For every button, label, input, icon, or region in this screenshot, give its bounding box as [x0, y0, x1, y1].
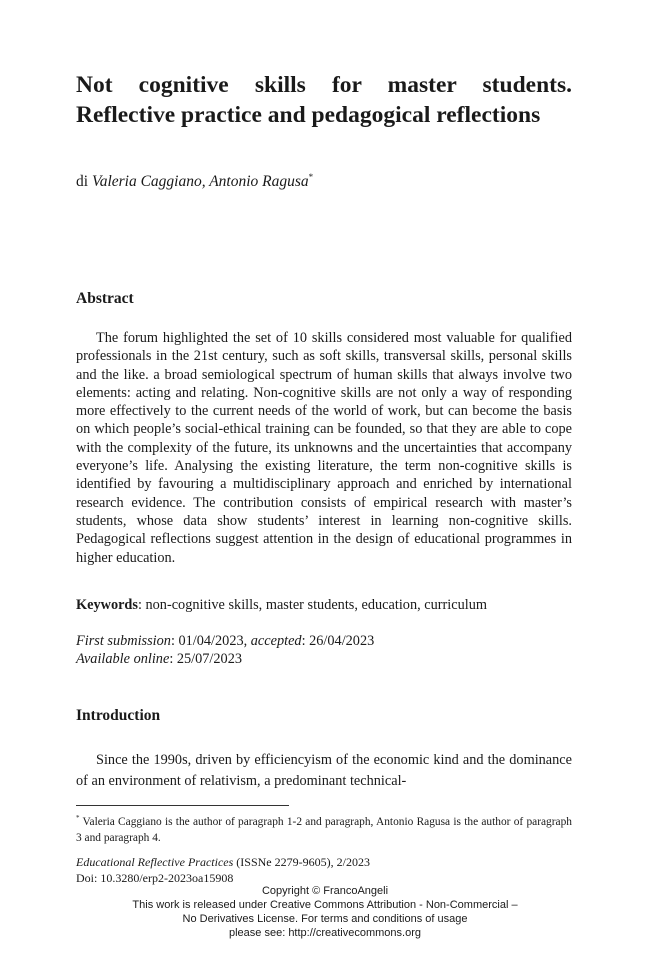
journal-name: Educational Reflective Practices [76, 855, 234, 869]
accepted-value: : 26/04/2023 [301, 633, 375, 649]
first-submission-label: First submission [76, 633, 171, 649]
abstract-text: The forum highlighted the set of 10 skills considered most valuable for qualified professionals in the 21st century, such as soft skills, transversal skills, personal skills and the like. a broad semiological spectrum of human skills that always involve two elements: acting and relating. Non-cognitive skills are not only a way of responding more effectively to the current needs of the world of work, but can become the basis on which people’s social-ethical training can be founded, so that they are able to cope with the complexity of the future, its unknowns and the uncertainties that accompany everyone’s life. Analysing the existing literature, the term non-cognitive skills is identified by favouring a multidisciplinary approach and enriched by international research evidence. The contribution consists of empirical research with master’s students, whose data show students’ interest in learning non-cognitive skills. Pedagogical reflections suggest attention in the design of educational programmes in higher education. [76, 330, 572, 566]
keywords-list: : non-cognitive skills, master students, education, curriculum [137, 597, 487, 613]
footnote-marker[interactable]: * [308, 171, 314, 182]
keywords-label: Keywords [76, 597, 138, 613]
license-line-1: This work is released under Creative Commons Attribution - Non-Commercial – [132, 899, 518, 911]
submission-line [76, 632, 374, 650]
license-notice [0, 884, 650, 940]
available-online-label: Available online [76, 651, 170, 668]
byline-prefix: di [76, 173, 92, 190]
abstract-heading: Abstract [76, 290, 134, 307]
author-footnote [76, 815, 572, 846]
first-submission-value: : 01/04/2023, [170, 633, 251, 649]
title-line-1: Not cognitive skills for master students. [76, 72, 572, 98]
available-online-value: : 25/07/2023 [169, 651, 242, 668]
footnote-divider [76, 805, 289, 806]
journal-details: (ISSNe 2279-9605), 2/2023 [233, 855, 370, 869]
license-url[interactable]: please see: http://creativecommons.org [229, 927, 421, 939]
online-line [76, 650, 374, 668]
copyright-line: Copyright © FrancoAngeli [261, 885, 389, 897]
license-line-2: No Derivatives License. For terms and conditions of usage [182, 913, 468, 925]
accepted-label: accepted [250, 633, 302, 649]
footnote-text: Valeria Caggiano is the author of paragraph 1-2 and paragraph, Antonio Ragusa is the author of paragraph 3 and paragraph 4. [76, 816, 572, 844]
author-byline [76, 172, 313, 192]
submission-dates [76, 632, 374, 669]
introduction-text: Since the 1990s, driven by efficiencyism of the economic kind and the dominance of an environment of relativism, a predominant technical- [76, 752, 572, 789]
doi[interactable]: Doi: 10.3280/erp2-2023oa15908 [76, 870, 234, 885]
journal-line [76, 855, 370, 871]
journal-info [76, 855, 370, 886]
article-title [76, 70, 572, 130]
keywords [76, 596, 572, 614]
title-line-2: Reflective practice and pedagogical reflections [76, 102, 541, 128]
introduction-heading: Introduction [76, 707, 161, 724]
author-names: Valeria Caggiano, Antonio Ragusa [91, 173, 309, 190]
footnote-mark: * [76, 814, 80, 823]
